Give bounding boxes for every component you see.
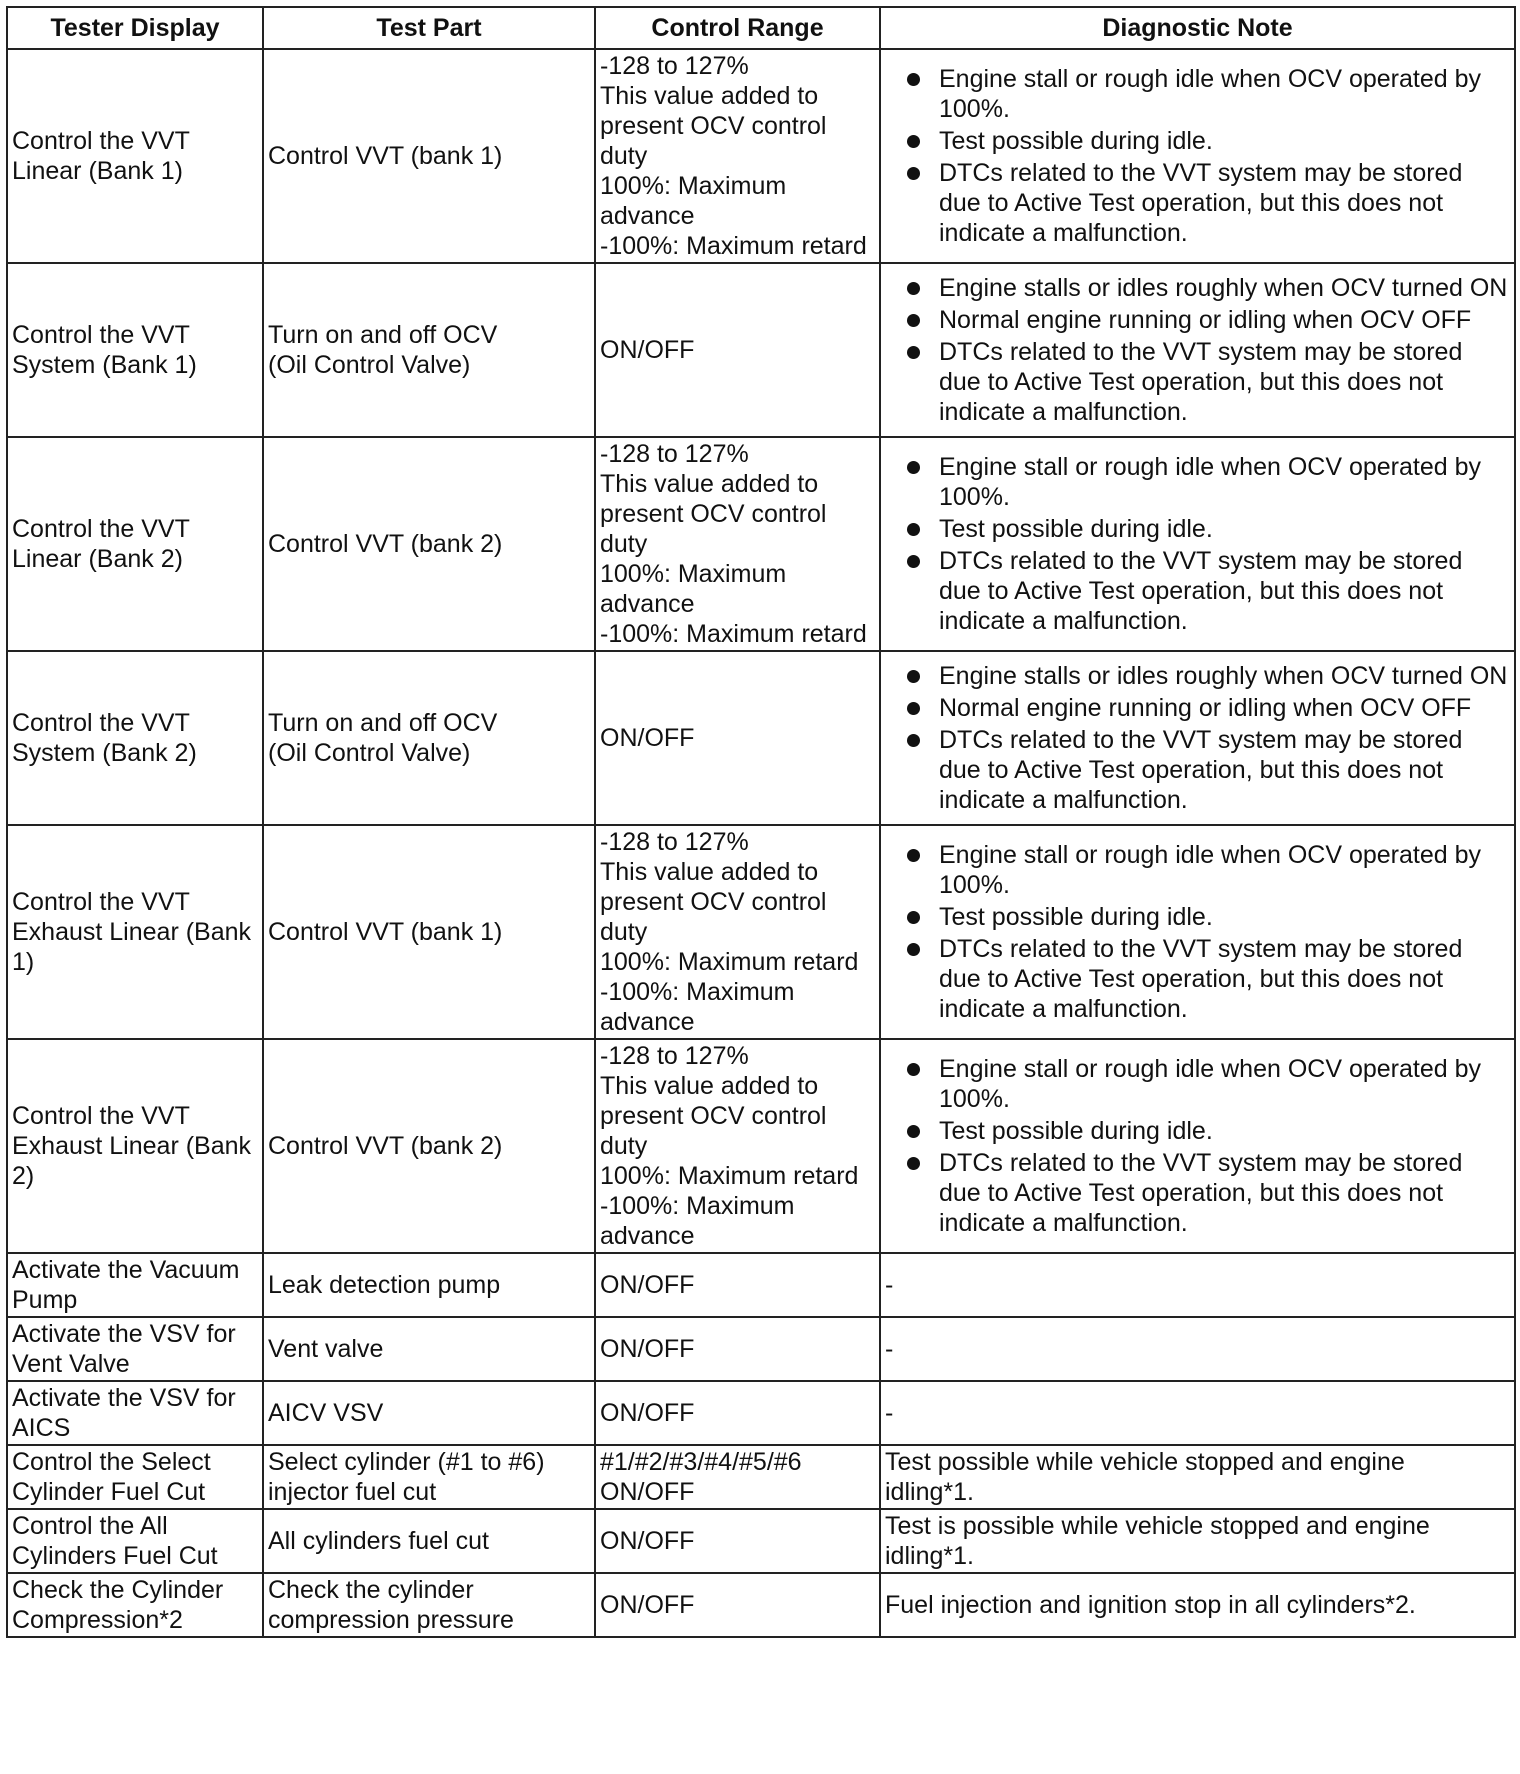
- control-range-cell-line: duty: [600, 918, 648, 946]
- control-range-cell: [595, 1573, 880, 1637]
- tester-display-cell-line: Activate the Vacuum: [12, 1256, 240, 1284]
- diagnostic-note-cell: [880, 1509, 1515, 1573]
- tester-display-cell: [7, 1573, 263, 1637]
- control-range-cell-line: 100%: Maximum: [600, 560, 787, 588]
- tester-display-cell-line: Control the VVT: [12, 709, 190, 737]
- control-range-cell: [595, 1039, 880, 1253]
- diagnostic-note-list: [885, 840, 1509, 1024]
- tester-display-cell-line: Control the Select: [12, 1448, 211, 1476]
- diagnostic-note-text: Test possible during idle.: [939, 127, 1213, 155]
- test-part-cell-line: Select cylinder (#1 to #6): [268, 1448, 545, 1476]
- diagnostic-note-cell-line: -: [885, 1271, 894, 1299]
- bullet-icon: [907, 282, 920, 295]
- table-header-row: [7, 7, 1515, 49]
- control-range-cell-line: This value added to: [600, 1072, 819, 1100]
- test-part-cell: [263, 651, 595, 825]
- control-range-cell-line: duty: [600, 142, 648, 170]
- diagnostic-note-text: DTCs related to the VVT system may be stored due to Active Test operation, but this does not indicate a malfunction.: [939, 935, 1463, 1023]
- diagnostic-note-list: [885, 452, 1509, 636]
- tester-display-cell-line: AICS: [12, 1414, 71, 1442]
- tester-display-cell-line: System (Bank 1): [12, 351, 197, 379]
- bullet-icon: [907, 461, 920, 474]
- diagnostic-note-text: Engine stalls or idles roughly when OCV turned ON: [939, 274, 1508, 302]
- control-range-cell-line: ON/OFF: [600, 724, 695, 752]
- control-range-cell: [595, 1317, 880, 1381]
- diagnostic-note-text: Test possible during idle.: [939, 515, 1213, 543]
- bullet-icon: [907, 702, 920, 715]
- tester-display-cell-line: Control the VVT: [12, 321, 190, 349]
- test-part-cell-line: (Oil Control Valve): [268, 351, 471, 379]
- test-part-cell-line: Vent valve: [268, 1335, 384, 1363]
- diagnostic-note-text: Engine stalls or idles roughly when OCV turned ON: [939, 662, 1508, 690]
- active-test-table-sheet: [6, 6, 1514, 1638]
- control-range-cell-line: This value added to: [600, 82, 819, 110]
- list-item: [885, 725, 1509, 815]
- list-item: [885, 126, 1509, 156]
- table-row: [7, 1445, 1515, 1509]
- table-row: [7, 49, 1515, 263]
- test-part-cell: [263, 825, 595, 1039]
- test-part-cell-line: Turn on and off OCV: [268, 709, 498, 737]
- bullet-icon: [907, 734, 920, 747]
- diagnostic-note-list: [885, 1054, 1509, 1238]
- diagnostic-note-cell: [880, 263, 1515, 437]
- diagnostic-note-cell: [880, 49, 1515, 263]
- control-range-cell-line: ON/OFF: [600, 1335, 695, 1363]
- control-range-cell-line: This value added to: [600, 858, 819, 886]
- header-tester-display: Tester Display: [7, 7, 263, 49]
- diagnostic-note-cell-line: -: [885, 1335, 894, 1363]
- tester-display-cell-line: Activate the VSV for: [12, 1320, 236, 1348]
- diagnostic-note-cell: [880, 1445, 1515, 1509]
- bullet-icon: [907, 1063, 920, 1076]
- table-row: [7, 1509, 1515, 1573]
- control-range-cell: [595, 263, 880, 437]
- tester-display-cell-line: Linear (Bank 2): [12, 545, 183, 573]
- control-range-cell-line: -128 to 127%: [600, 440, 749, 468]
- test-part-cell: [263, 1445, 595, 1509]
- bullet-icon: [907, 1157, 920, 1170]
- active-test-table: [6, 6, 1516, 1638]
- diagnostic-note-text: Test possible during idle.: [939, 903, 1213, 931]
- diagnostic-note-cell-line: Test is possible while vehicle stopped and engine: [885, 1512, 1430, 1540]
- tester-display-cell: [7, 1509, 263, 1573]
- control-range-cell-line: -100%: Maximum retard: [600, 232, 867, 260]
- control-range-cell-line: duty: [600, 1132, 648, 1160]
- diagnostic-note-list: [885, 661, 1509, 815]
- tester-display-cell-line: Activate the VSV for: [12, 1384, 236, 1412]
- control-range-cell: [595, 651, 880, 825]
- diagnostic-note-cell: [880, 437, 1515, 651]
- test-part-cell-line: Check the cylinder: [268, 1576, 474, 1604]
- test-part-cell: [263, 1509, 595, 1573]
- list-item: [885, 337, 1509, 427]
- control-range-cell-line: ON/OFF: [600, 1271, 695, 1299]
- test-part-cell-line: Control VVT (bank 1): [268, 142, 503, 170]
- control-range-cell-line: advance: [600, 1008, 695, 1036]
- bullet-icon: [907, 943, 920, 956]
- control-range-cell-line: advance: [600, 1222, 695, 1250]
- test-part-cell: [263, 263, 595, 437]
- tester-display-cell: [7, 825, 263, 1039]
- test-part-cell-line: Control VVT (bank 2): [268, 1132, 503, 1160]
- diagnostic-note-text: DTCs related to the VVT system may be stored due to Active Test operation, but this does not indicate a malfunction.: [939, 338, 1463, 426]
- list-item: [885, 661, 1509, 691]
- table-row: [7, 1381, 1515, 1445]
- diagnostic-note-text: Engine stall or rough idle when OCV operated by 100%.: [939, 65, 1481, 123]
- list-item: [885, 514, 1509, 544]
- test-part-cell: [263, 1317, 595, 1381]
- control-range-cell-line: -128 to 127%: [600, 828, 749, 856]
- diagnostic-note-cell-line: -: [885, 1399, 894, 1427]
- diagnostic-note-cell-line: Test possible while vehicle stopped and engine: [885, 1448, 1405, 1476]
- control-range-cell: [595, 437, 880, 651]
- tester-display-cell-line: System (Bank 2): [12, 739, 197, 767]
- control-range-cell-line: -100%: Maximum: [600, 978, 795, 1006]
- diagnostic-note-cell: [880, 825, 1515, 1039]
- diagnostic-note-cell: [880, 1317, 1515, 1381]
- diagnostic-note-text: Normal engine running or idling when OCV OFF: [939, 694, 1472, 722]
- bullet-icon: [907, 911, 920, 924]
- diagnostic-note-cell: [880, 1039, 1515, 1253]
- test-part-cell: [263, 49, 595, 263]
- list-item: [885, 1054, 1509, 1114]
- diagnostic-note-text: Normal engine running or idling when OCV OFF: [939, 306, 1472, 334]
- tester-display-cell: [7, 263, 263, 437]
- list-item: [885, 840, 1509, 900]
- diagnostic-note-text: DTCs related to the VVT system may be stored due to Active Test operation, but this does not indicate a malfunction.: [939, 726, 1463, 814]
- diagnostic-note-cell: [880, 1381, 1515, 1445]
- test-part-cell-line: compression pressure: [268, 1606, 514, 1634]
- tester-display-cell-line: Control the VVT: [12, 515, 190, 543]
- table-row: [7, 651, 1515, 825]
- control-range-cell: [595, 1253, 880, 1317]
- test-part-cell: [263, 437, 595, 651]
- test-part-cell: [263, 1381, 595, 1445]
- tester-display-cell: [7, 1039, 263, 1253]
- tester-display-cell-line: Exhaust Linear (Bank: [12, 1132, 252, 1160]
- header-control-range: Control Range: [595, 7, 880, 49]
- table-row: [7, 1039, 1515, 1253]
- diagnostic-note-cell-line: idling*1.: [885, 1478, 974, 1506]
- bullet-icon: [907, 346, 920, 359]
- test-part-cell: [263, 1039, 595, 1253]
- table-row: [7, 1253, 1515, 1317]
- control-range-cell-line: -100%: Maximum: [600, 1192, 795, 1220]
- control-range-cell-line: advance: [600, 590, 695, 618]
- control-range-cell: [595, 1381, 880, 1445]
- test-part-cell-line: (Oil Control Valve): [268, 739, 471, 767]
- list-item: [885, 158, 1509, 248]
- control-range-cell-line: 100%: Maximum retard: [600, 1162, 859, 1190]
- tester-display-cell: [7, 1317, 263, 1381]
- test-part-cell-line: Control VVT (bank 1): [268, 918, 503, 946]
- tester-display-cell-line: Cylinder Fuel Cut: [12, 1478, 206, 1506]
- diagnostic-note-cell: [880, 1573, 1515, 1637]
- tester-display-cell-line: Vent Valve: [12, 1350, 130, 1378]
- diagnostic-note-cell-line: Fuel injection and ignition stop in all cylinders*2.: [885, 1591, 1416, 1619]
- diagnostic-note-text: Engine stall or rough idle when OCV operated by 100%.: [939, 1055, 1481, 1113]
- tester-display-cell-line: Control the VVT: [12, 127, 190, 155]
- diagnostic-note-cell: [880, 651, 1515, 825]
- control-range-cell-line: present OCV control: [600, 888, 827, 916]
- control-range-cell: [595, 1509, 880, 1573]
- bullet-icon: [907, 523, 920, 536]
- bullet-icon: [907, 555, 920, 568]
- control-range-cell-line: -128 to 127%: [600, 1042, 749, 1070]
- control-range-cell-line: 100%: Maximum: [600, 172, 787, 200]
- table-row: [7, 1573, 1515, 1637]
- test-part-cell: [263, 1573, 595, 1637]
- control-range-cell-line: #1/#2/#3/#4/#5/#6: [600, 1448, 802, 1476]
- tester-display-cell-line: Control the All: [12, 1512, 168, 1540]
- list-item: [885, 1116, 1509, 1146]
- diagnostic-note-cell: [880, 1253, 1515, 1317]
- diagnostic-note-text: DTCs related to the VVT system may be stored due to Active Test operation, but this does not indicate a malfunction.: [939, 159, 1463, 247]
- diagnostic-note-list: [885, 64, 1509, 248]
- tester-display-cell-line: 1): [12, 948, 35, 976]
- list-item: [885, 305, 1509, 335]
- list-item: [885, 934, 1509, 1024]
- diagnostic-note-text: Engine stall or rough idle when OCV operated by 100%.: [939, 841, 1481, 899]
- control-range-cell-line: 100%: Maximum retard: [600, 948, 859, 976]
- tester-display-cell-line: Compression*2: [12, 1606, 183, 1634]
- diagnostic-note-list: [885, 273, 1509, 427]
- tester-display-cell: [7, 437, 263, 651]
- control-range-cell-line: This value added to: [600, 470, 819, 498]
- tester-display-cell-line: Control the VVT: [12, 1102, 190, 1130]
- bullet-icon: [907, 167, 920, 180]
- table-row: [7, 263, 1515, 437]
- tester-display-cell-line: Exhaust Linear (Bank: [12, 918, 252, 946]
- diagnostic-note-text: DTCs related to the VVT system may be stored due to Active Test operation, but this does not indicate a malfunction.: [939, 1149, 1463, 1237]
- control-range-cell-line: -100%: Maximum retard: [600, 620, 867, 648]
- control-range-cell-line: duty: [600, 530, 648, 558]
- tester-display-cell-line: Pump: [12, 1286, 78, 1314]
- test-part-cell-line: AICV VSV: [268, 1399, 384, 1427]
- tester-display-cell: [7, 1381, 263, 1445]
- diagnostic-note-text: Engine stall or rough idle when OCV operated by 100%.: [939, 453, 1481, 511]
- control-range-cell: [595, 1445, 880, 1509]
- test-part-cell-line: Leak detection pump: [268, 1271, 501, 1299]
- control-range-cell: [595, 825, 880, 1039]
- tester-display-cell-line: 2): [12, 1162, 35, 1190]
- bullet-icon: [907, 314, 920, 327]
- test-part-cell: [263, 1253, 595, 1317]
- control-range-cell-line: present OCV control: [600, 500, 827, 528]
- tester-display-cell: [7, 1445, 263, 1509]
- test-part-cell-line: injector fuel cut: [268, 1478, 437, 1506]
- control-range-cell-line: -128 to 127%: [600, 52, 749, 80]
- tester-display-cell-line: Check the Cylinder: [12, 1576, 224, 1604]
- tester-display-cell: [7, 1253, 263, 1317]
- tester-display-cell-line: Cylinders Fuel Cut: [12, 1542, 218, 1570]
- header-diagnostic-note: Diagnostic Note: [880, 7, 1515, 49]
- list-item: [885, 693, 1509, 723]
- control-range-cell-line: ON/OFF: [600, 1527, 695, 1555]
- table-row: [7, 437, 1515, 651]
- control-range-cell-line: present OCV control: [600, 112, 827, 140]
- list-item: [885, 1148, 1509, 1238]
- control-range-cell-line: ON/OFF: [600, 1399, 695, 1427]
- control-range-cell-line: present OCV control: [600, 1102, 827, 1130]
- table-row: [7, 1317, 1515, 1381]
- control-range-cell-line: ON/OFF: [600, 1591, 695, 1619]
- control-range-cell: [595, 49, 880, 263]
- test-part-cell-line: Turn on and off OCV: [268, 321, 498, 349]
- tester-display-cell-line: Linear (Bank 1): [12, 157, 183, 185]
- tester-display-cell: [7, 49, 263, 263]
- test-part-cell-line: All cylinders fuel cut: [268, 1527, 489, 1555]
- bullet-icon: [907, 1125, 920, 1138]
- bullet-icon: [907, 73, 920, 86]
- list-item: [885, 546, 1509, 636]
- header-test-part: Test Part: [263, 7, 595, 49]
- tester-display-cell-line: Control the VVT: [12, 888, 190, 916]
- table-row: [7, 825, 1515, 1039]
- diagnostic-note-text: Test possible during idle.: [939, 1117, 1213, 1145]
- control-range-cell-line: advance: [600, 202, 695, 230]
- test-part-cell-line: Control VVT (bank 2): [268, 530, 503, 558]
- bullet-icon: [907, 135, 920, 148]
- list-item: [885, 452, 1509, 512]
- control-range-cell-line: ON/OFF: [600, 1478, 695, 1506]
- bullet-icon: [907, 670, 920, 683]
- control-range-cell-line: ON/OFF: [600, 336, 695, 364]
- diagnostic-note-text: DTCs related to the VVT system may be stored due to Active Test operation, but this does not indicate a malfunction.: [939, 547, 1463, 635]
- table-body: [7, 49, 1515, 1637]
- diagnostic-note-cell-line: idling*1.: [885, 1542, 974, 1570]
- tester-display-cell: [7, 651, 263, 825]
- list-item: [885, 64, 1509, 124]
- list-item: [885, 902, 1509, 932]
- list-item: [885, 273, 1509, 303]
- bullet-icon: [907, 849, 920, 862]
